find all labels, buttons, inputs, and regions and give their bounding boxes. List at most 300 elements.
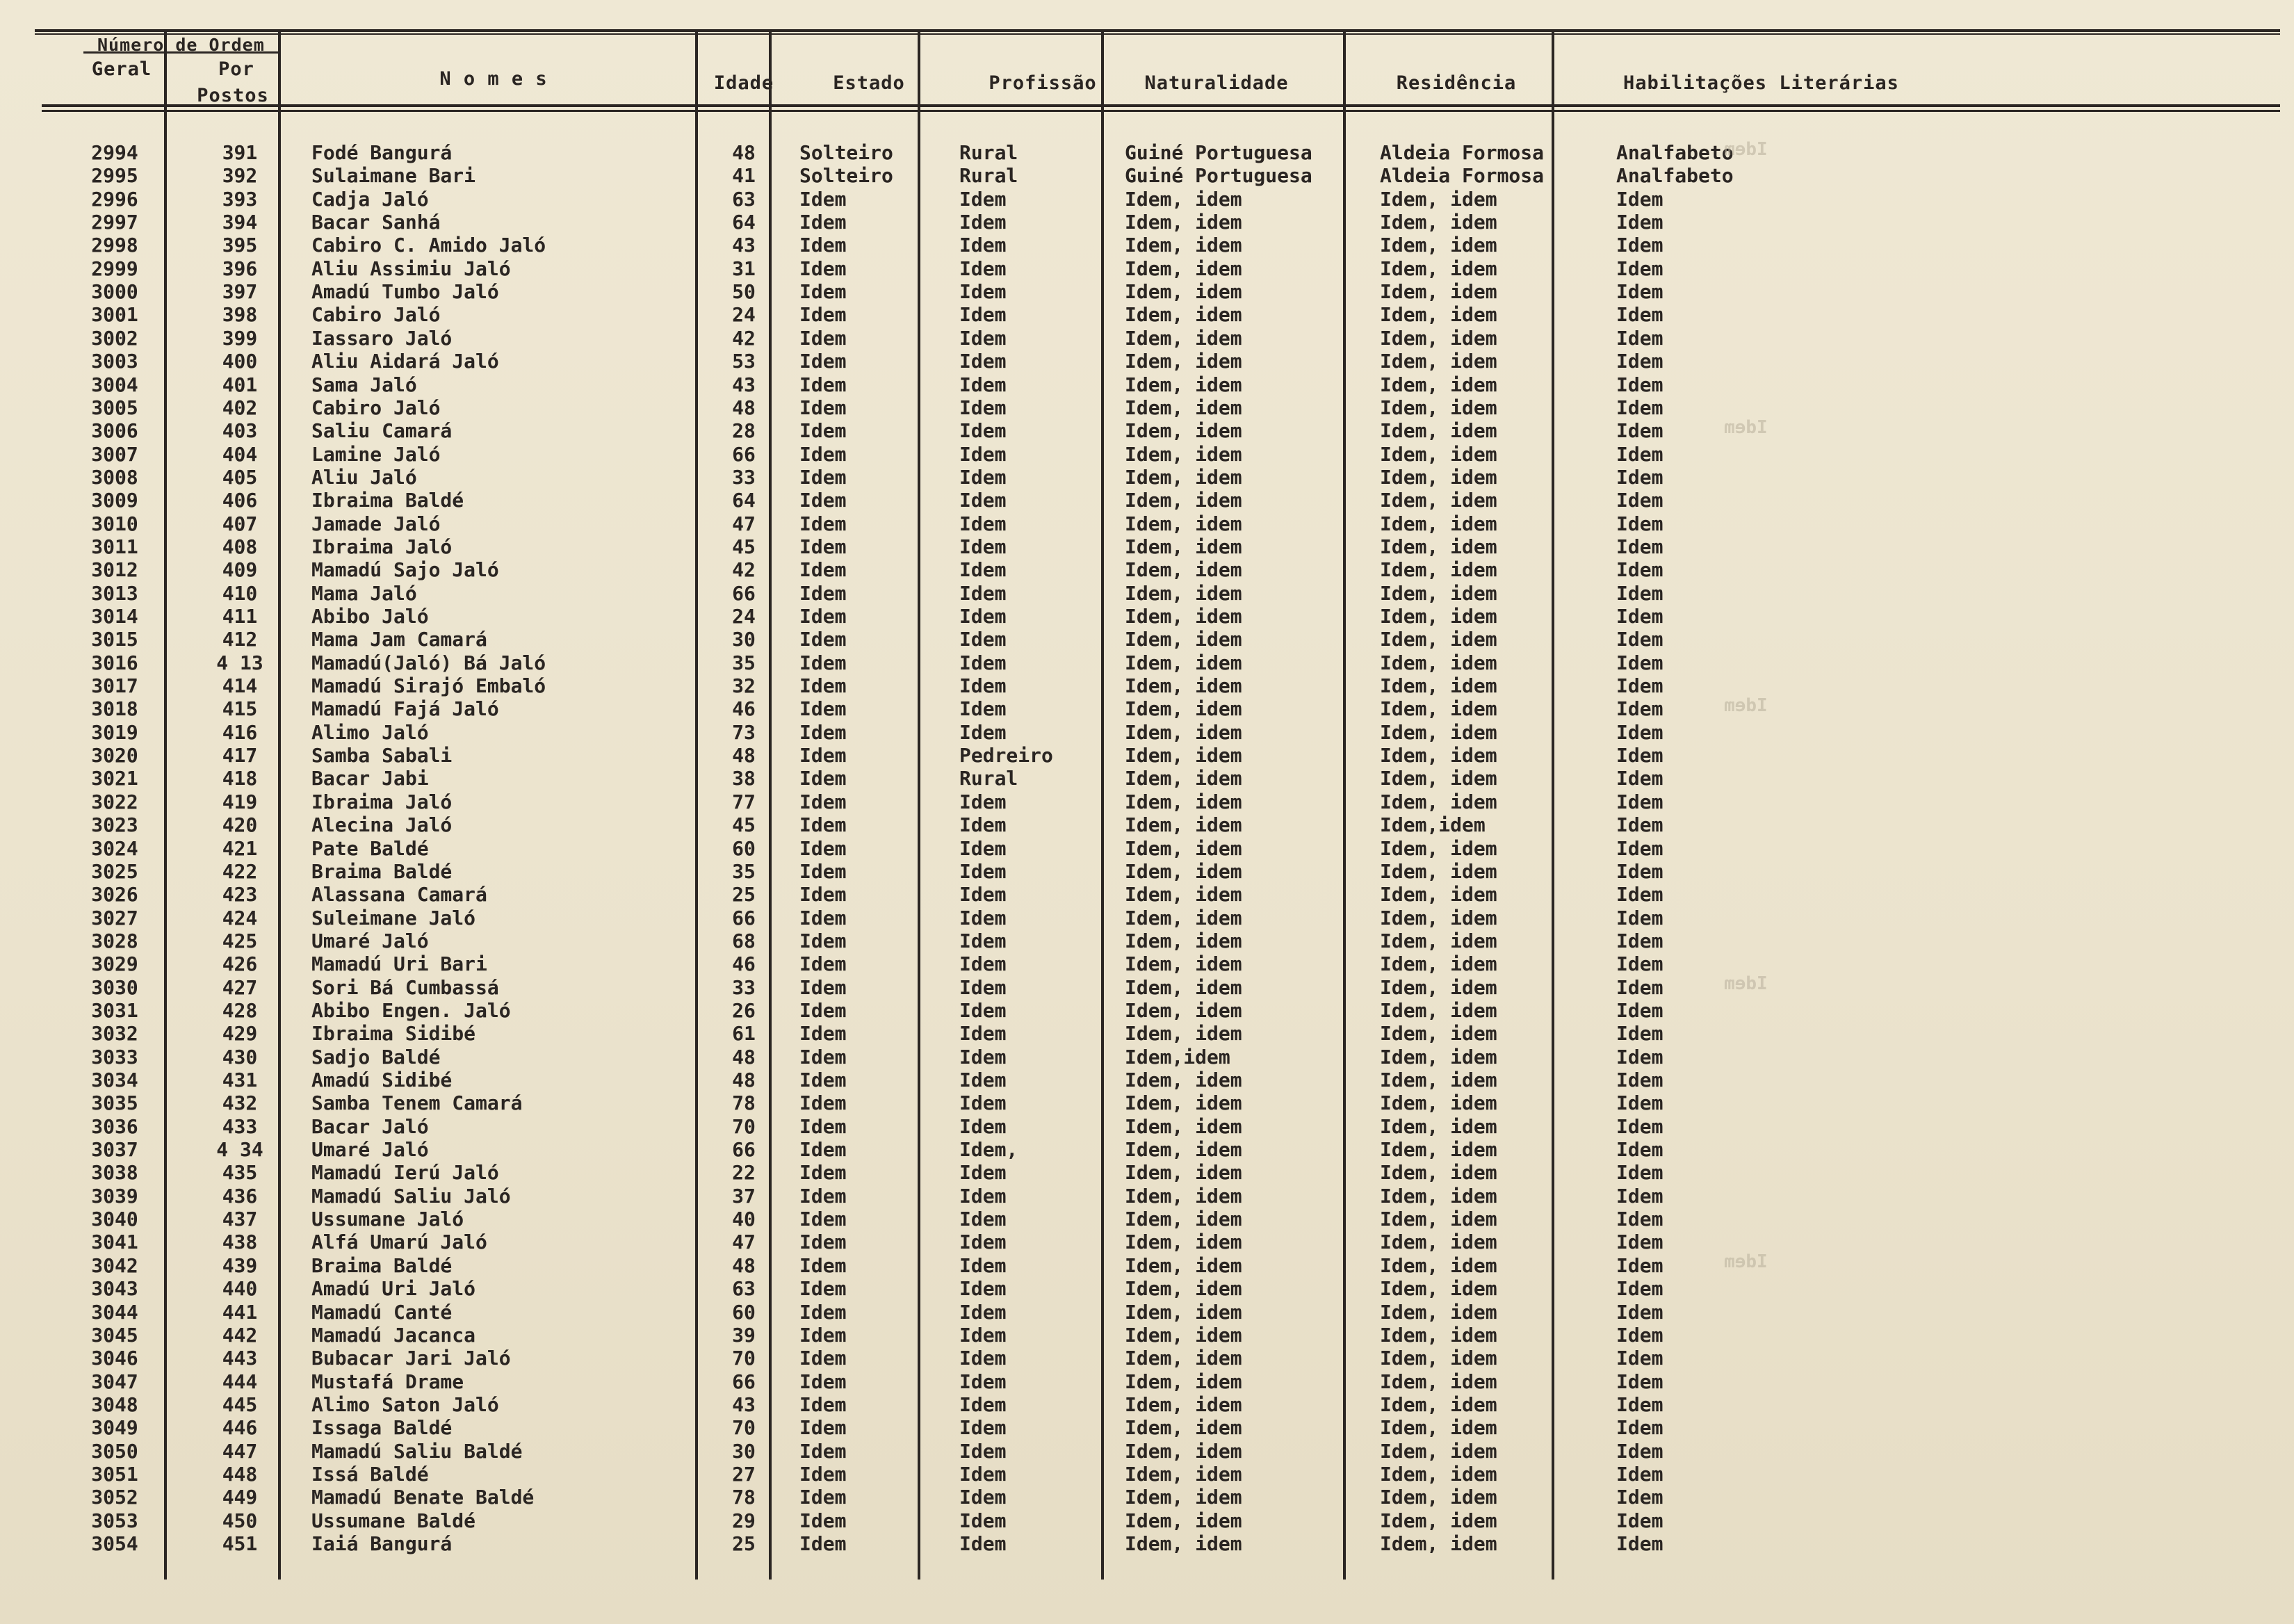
cell-por-postos: 398 bbox=[222, 303, 258, 327]
cell-residencia: Idem, idem bbox=[1380, 1253, 1497, 1277]
cell-habilitacoes: Idem bbox=[1616, 1370, 1663, 1393]
cell-naturalidade: Idem, idem bbox=[1125, 674, 1242, 698]
cell-residencia: Idem, idem bbox=[1380, 767, 1497, 790]
cell-idade: 30 bbox=[732, 628, 756, 651]
cell-profissao: Idem bbox=[959, 1370, 1007, 1393]
cell-estado: Idem bbox=[799, 883, 847, 907]
cell-profissao: Idem bbox=[959, 1231, 1007, 1254]
cell-profissao: Idem bbox=[959, 234, 1007, 257]
cell-idade: 24 bbox=[732, 605, 756, 628]
cell-habilitacoes: Idem bbox=[1616, 1392, 1663, 1416]
cell-nome: Ibraima Jaló bbox=[311, 790, 453, 813]
cell-habilitacoes: Idem bbox=[1616, 744, 1663, 768]
table-row bbox=[0, 952, 2294, 975]
cell-residencia: Idem, idem bbox=[1380, 1347, 1497, 1370]
cell-nome: Sadjo Baldé bbox=[311, 1045, 441, 1069]
cell-profissao: Idem bbox=[959, 1347, 1007, 1370]
cell-habilitacoes: Idem bbox=[1616, 442, 1663, 466]
cell-estado: Idem bbox=[799, 1532, 847, 1555]
cell-habilitacoes: Idem bbox=[1616, 489, 1663, 512]
cell-por-postos: 430 bbox=[222, 1045, 258, 1069]
table-row bbox=[0, 999, 2294, 1022]
cell-profissao: Idem bbox=[959, 465, 1007, 489]
cell-profissao: Rural bbox=[959, 164, 1018, 188]
cell-geral: 3026 bbox=[91, 883, 138, 907]
table-row bbox=[0, 1393, 2294, 1416]
cell-profissao: Idem bbox=[959, 419, 1007, 443]
cell-naturalidade: Idem, idem bbox=[1125, 1069, 1242, 1091]
cell-residencia: Idem, idem bbox=[1380, 396, 1497, 419]
cell-geral: 3045 bbox=[91, 1323, 138, 1347]
header-residencia: Residência bbox=[1396, 72, 1517, 94]
cell-estado: Idem bbox=[799, 1439, 847, 1463]
table-row bbox=[0, 860, 2294, 883]
cell-naturalidade: Idem, idem bbox=[1125, 1416, 1242, 1440]
cell-estado: Idem bbox=[799, 1184, 847, 1208]
cell-naturalidade: Idem, idem bbox=[1125, 465, 1242, 489]
cell-residencia: Idem, idem bbox=[1380, 1045, 1497, 1069]
cell-residencia: Idem, idem bbox=[1380, 1022, 1497, 1046]
cell-por-postos: 443 bbox=[222, 1347, 258, 1370]
cell-idade: 41 bbox=[732, 164, 756, 188]
cell-habilitacoes: Idem bbox=[1616, 1208, 1663, 1231]
cell-geral: 3019 bbox=[91, 720, 138, 744]
cell-naturalidade: Idem, idem bbox=[1125, 1462, 1242, 1486]
cell-geral: 3018 bbox=[91, 697, 138, 721]
cell-naturalidade: Idem, idem bbox=[1125, 187, 1242, 211]
cell-idade: 66 bbox=[732, 581, 756, 605]
cell-idade: 48 bbox=[732, 744, 756, 768]
cell-idade: 47 bbox=[732, 1231, 756, 1254]
cell-geral: 2999 bbox=[91, 257, 138, 280]
cell-nome: Issaga Baldé bbox=[311, 1416, 453, 1440]
cell-nome: Mamadú Sajo Jaló bbox=[311, 558, 499, 582]
cell-nome: Bacar Jabi bbox=[311, 767, 429, 790]
cell-nome: Pate Baldé bbox=[311, 836, 429, 860]
cell-habilitacoes: Idem bbox=[1616, 1091, 1663, 1115]
cell-profissao: Idem bbox=[959, 628, 1007, 651]
cell-idade: 33 bbox=[732, 465, 756, 489]
cell-geral: 3028 bbox=[91, 929, 138, 952]
cell-profissao: Idem bbox=[959, 1323, 1007, 1347]
cell-estado: Idem bbox=[799, 1370, 847, 1393]
cell-residencia: Idem, idem bbox=[1380, 465, 1497, 489]
cell-por-postos: 412 bbox=[222, 628, 258, 651]
cell-naturalidade: Idem, idem bbox=[1125, 1532, 1242, 1555]
cell-estado: Idem bbox=[799, 952, 847, 976]
cell-idade: 38 bbox=[732, 767, 756, 790]
table-row bbox=[0, 512, 2294, 535]
cell-geral: 3032 bbox=[91, 1022, 138, 1046]
cell-por-postos: 441 bbox=[222, 1300, 258, 1324]
cell-profissao: Idem bbox=[959, 1208, 1007, 1231]
cell-idade: 47 bbox=[732, 512, 756, 535]
cell-estado: Idem bbox=[799, 1323, 847, 1347]
cell-por-postos: 429 bbox=[222, 1022, 258, 1046]
cell-habilitacoes: Idem bbox=[1616, 1161, 1663, 1185]
cell-habilitacoes: Idem bbox=[1616, 1347, 1663, 1370]
cell-residencia: Idem, idem bbox=[1380, 1138, 1497, 1162]
cell-residencia: Idem, idem bbox=[1380, 1532, 1497, 1555]
header-bottom-rule-second bbox=[42, 110, 2280, 112]
table-row bbox=[0, 419, 2294, 442]
cell-por-postos: 410 bbox=[222, 581, 258, 605]
cell-nome: Alimo Jaló bbox=[311, 720, 429, 744]
table-row bbox=[0, 1324, 2294, 1347]
cell-nome: Amadú Sidibé bbox=[311, 1069, 453, 1091]
cell-nome: Umaré Jaló bbox=[311, 929, 429, 952]
cell-por-postos: 419 bbox=[222, 790, 258, 813]
cell-idade: 73 bbox=[732, 720, 756, 744]
cell-residencia: Idem, idem bbox=[1380, 1208, 1497, 1231]
cell-estado: Idem bbox=[799, 790, 847, 813]
cell-geral: 3014 bbox=[91, 605, 138, 628]
cell-residencia: Idem, idem bbox=[1380, 1509, 1497, 1532]
cell-residencia: Idem, idem bbox=[1380, 883, 1497, 907]
cell-idade: 28 bbox=[732, 419, 756, 443]
cell-habilitacoes: Idem bbox=[1616, 697, 1663, 721]
cell-profissao: Idem bbox=[959, 211, 1007, 234]
cell-residencia: Idem, idem bbox=[1380, 1439, 1497, 1463]
cell-por-postos: 409 bbox=[222, 558, 258, 582]
cell-idade: 35 bbox=[732, 859, 756, 883]
cell-nome: Ussumane Baldé bbox=[311, 1509, 476, 1532]
cell-nome: Amadú Tumbo Jaló bbox=[311, 280, 499, 304]
cell-geral: 3047 bbox=[91, 1370, 138, 1393]
cell-habilitacoes: Idem bbox=[1616, 1069, 1663, 1091]
table-row bbox=[0, 1463, 2294, 1486]
cell-geral: 3016 bbox=[91, 651, 138, 674]
cell-estado: Idem bbox=[799, 720, 847, 744]
cell-estado: Idem bbox=[799, 326, 847, 350]
cell-estado: Idem bbox=[799, 581, 847, 605]
cell-nome: Bubacar Jari Jaló bbox=[311, 1347, 511, 1370]
cell-nome: Ibraima Jaló bbox=[311, 535, 453, 558]
cell-residencia: Idem, idem bbox=[1380, 1091, 1497, 1115]
cell-naturalidade: Idem, idem bbox=[1125, 1300, 1242, 1324]
header-numero-de-ordem: Número de Ordem bbox=[97, 35, 265, 55]
cell-por-postos: 442 bbox=[222, 1323, 258, 1347]
cell-naturalidade: Idem, idem bbox=[1125, 373, 1242, 396]
table-row bbox=[0, 141, 2294, 164]
cell-habilitacoes: Idem bbox=[1616, 1114, 1663, 1138]
cell-estado: Idem bbox=[799, 651, 847, 674]
cell-por-postos: 396 bbox=[222, 257, 258, 280]
cell-profissao: Idem bbox=[959, 303, 1007, 327]
cell-estado: Idem bbox=[799, 1091, 847, 1115]
cell-por-postos: 440 bbox=[222, 1277, 258, 1301]
cell-estado: Idem bbox=[799, 234, 847, 257]
cell-profissao: Idem bbox=[959, 442, 1007, 466]
cell-geral: 3029 bbox=[91, 952, 138, 976]
cell-por-postos: 393 bbox=[222, 187, 258, 211]
cell-habilitacoes: Idem bbox=[1616, 674, 1663, 698]
cell-residencia: Idem, idem bbox=[1380, 535, 1497, 558]
cell-nome: Alfá Umarú Jaló bbox=[311, 1231, 487, 1254]
cell-idade: 53 bbox=[732, 350, 756, 373]
cell-nome: Sama Jaló bbox=[311, 373, 417, 396]
cell-habilitacoes: Idem bbox=[1616, 1184, 1663, 1208]
cell-habilitacoes: Idem bbox=[1616, 257, 1663, 280]
cell-habilitacoes: Idem bbox=[1616, 1486, 1663, 1509]
cell-naturalidade: Idem, idem bbox=[1125, 326, 1242, 350]
cell-por-postos: 401 bbox=[222, 373, 258, 396]
cell-geral: 3010 bbox=[91, 512, 138, 535]
cell-nome: Bacar Jaló bbox=[311, 1114, 429, 1138]
cell-estado: Idem bbox=[799, 813, 847, 837]
cell-por-postos: 406 bbox=[222, 489, 258, 512]
table-row bbox=[0, 929, 2294, 952]
cell-nome: Cabiro Jaló bbox=[311, 303, 441, 327]
cell-nome: Aliu Assimiu Jaló bbox=[311, 257, 511, 280]
cell-nome: Iaiá Bangurá bbox=[311, 1532, 453, 1555]
cell-residencia: Idem, idem bbox=[1380, 373, 1497, 396]
cell-habilitacoes: Idem bbox=[1616, 1138, 1663, 1162]
table-row bbox=[0, 303, 2294, 326]
cell-habilitacoes: Idem bbox=[1616, 1462, 1663, 1486]
cell-nome: Mamadú Saliu Baldé bbox=[311, 1439, 523, 1463]
cell-nome: Cabiro C. Amido Jaló bbox=[311, 234, 546, 257]
cell-por-postos: 394 bbox=[222, 211, 258, 234]
cell-profissao: Idem bbox=[959, 1161, 1007, 1185]
cell-geral: 3004 bbox=[91, 373, 138, 396]
cell-idade: 43 bbox=[732, 1392, 756, 1416]
cell-por-postos: 402 bbox=[222, 396, 258, 419]
cell-estado: Idem bbox=[799, 1509, 847, 1532]
cell-profissao: Idem bbox=[959, 535, 1007, 558]
cell-geral: 3020 bbox=[91, 744, 138, 768]
cell-geral: 3002 bbox=[91, 326, 138, 350]
cell-idade: 63 bbox=[732, 1277, 756, 1301]
header-bottom-rule bbox=[42, 104, 2280, 107]
cell-naturalidade: Idem, idem bbox=[1125, 859, 1242, 883]
cell-habilitacoes: Idem bbox=[1616, 234, 1663, 257]
cell-nome: Bacar Sanhá bbox=[311, 211, 441, 234]
table-row bbox=[0, 1185, 2294, 1208]
cell-residencia: Idem, idem bbox=[1380, 1323, 1497, 1347]
cell-residencia: Idem, idem bbox=[1380, 280, 1497, 304]
table-row bbox=[0, 1440, 2294, 1463]
cell-profissao: Idem bbox=[959, 581, 1007, 605]
cell-nome: Mamadú Fajá Jaló bbox=[311, 697, 499, 721]
cell-naturalidade: Idem, idem bbox=[1125, 628, 1242, 651]
cell-residencia: Idem, idem bbox=[1380, 257, 1497, 280]
cell-residencia: Idem, idem bbox=[1380, 512, 1497, 535]
cell-por-postos: 448 bbox=[222, 1462, 258, 1486]
cell-por-postos: 435 bbox=[222, 1161, 258, 1185]
cell-residencia: Idem, idem bbox=[1380, 1486, 1497, 1509]
cell-por-postos: 404 bbox=[222, 442, 258, 466]
cell-residencia: Idem, idem bbox=[1380, 234, 1497, 257]
cell-por-postos: 416 bbox=[222, 720, 258, 744]
cell-idade: 46 bbox=[732, 697, 756, 721]
cell-residencia: Idem, idem bbox=[1380, 697, 1497, 721]
cell-residencia: Idem, idem bbox=[1380, 581, 1497, 605]
cell-estado: Idem bbox=[799, 1231, 847, 1254]
cell-nome: Mama Jam Camará bbox=[311, 628, 487, 651]
cell-geral: 3042 bbox=[91, 1253, 138, 1277]
cell-profissao: Pedreiro bbox=[959, 744, 1053, 768]
cell-geral: 3009 bbox=[91, 489, 138, 512]
cell-profissao: Idem bbox=[959, 1022, 1007, 1046]
cell-por-postos: 426 bbox=[222, 952, 258, 976]
cell-geral: 3037 bbox=[91, 1138, 138, 1162]
table-row bbox=[0, 1416, 2294, 1439]
cell-residencia: Idem, idem bbox=[1380, 1300, 1497, 1324]
cell-geral: 3035 bbox=[91, 1091, 138, 1115]
cell-nome: Mustafá Drame bbox=[311, 1370, 464, 1393]
table-row bbox=[0, 605, 2294, 628]
table-row bbox=[0, 1208, 2294, 1231]
cell-residencia: Idem, idem bbox=[1380, 187, 1497, 211]
table-row bbox=[0, 1138, 2294, 1161]
cell-idade: 70 bbox=[732, 1114, 756, 1138]
table-row bbox=[0, 907, 2294, 929]
cell-naturalidade: Idem, idem bbox=[1125, 257, 1242, 280]
table-row bbox=[0, 651, 2294, 674]
cell-residencia: Idem, idem bbox=[1380, 1184, 1497, 1208]
cell-profissao: Idem bbox=[959, 280, 1007, 304]
cell-por-postos: 405 bbox=[222, 465, 258, 489]
cell-geral: 3005 bbox=[91, 396, 138, 419]
header-profissao: Profissão bbox=[989, 72, 1097, 94]
cell-naturalidade: Idem, idem bbox=[1125, 836, 1242, 860]
cell-residencia: Idem, idem bbox=[1380, 1392, 1497, 1416]
cell-nome: Aliu Aidará Jaló bbox=[311, 350, 499, 373]
cell-naturalidade: Idem, idem bbox=[1125, 1253, 1242, 1277]
cell-habilitacoes: Idem bbox=[1616, 1439, 1663, 1463]
cell-por-postos: 411 bbox=[222, 605, 258, 628]
cell-residencia: Aldeia Formosa bbox=[1380, 164, 1545, 188]
cell-habilitacoes: Idem bbox=[1616, 1253, 1663, 1277]
cell-profissao: Idem bbox=[959, 697, 1007, 721]
cell-idade: 40 bbox=[732, 1208, 756, 1231]
cell-naturalidade: Idem, idem bbox=[1125, 952, 1242, 976]
cell-estado: Idem bbox=[799, 489, 847, 512]
cell-por-postos: 450 bbox=[222, 1509, 258, 1532]
cell-estado: Idem bbox=[799, 1208, 847, 1231]
cell-estado: Idem bbox=[799, 859, 847, 883]
cell-residencia: Idem, idem bbox=[1380, 442, 1497, 466]
cell-profissao: Idem bbox=[959, 1069, 1007, 1091]
cell-habilitacoes: Idem bbox=[1616, 906, 1663, 929]
table-row bbox=[0, 1347, 2294, 1370]
cell-profissao: Idem bbox=[959, 998, 1007, 1022]
cell-habilitacoes: Idem bbox=[1616, 512, 1663, 535]
cell-habilitacoes: Idem bbox=[1616, 535, 1663, 558]
cell-residencia: Idem, idem bbox=[1380, 350, 1497, 373]
cell-por-postos: 408 bbox=[222, 535, 258, 558]
cell-geral: 2998 bbox=[91, 234, 138, 257]
cell-por-postos: 421 bbox=[222, 836, 258, 860]
cell-por-postos: 397 bbox=[222, 280, 258, 304]
top-rule bbox=[35, 29, 2280, 32]
cell-naturalidade: Idem, idem bbox=[1125, 1347, 1242, 1370]
cell-geral: 3006 bbox=[91, 419, 138, 443]
cell-estado: Idem bbox=[799, 1114, 847, 1138]
table-row bbox=[0, 373, 2294, 396]
cell-habilitacoes: Idem bbox=[1616, 952, 1663, 976]
cell-por-postos: 446 bbox=[222, 1416, 258, 1440]
table-row bbox=[0, 813, 2294, 836]
cell-idade: 48 bbox=[732, 1045, 756, 1069]
cell-idade: 60 bbox=[732, 836, 756, 860]
cell-residencia: Idem, idem bbox=[1380, 558, 1497, 582]
cell-habilitacoes: Idem bbox=[1616, 211, 1663, 234]
cell-habilitacoes: Idem bbox=[1616, 396, 1663, 419]
cell-profissao: Idem bbox=[959, 1277, 1007, 1301]
table-row bbox=[0, 1370, 2294, 1393]
cell-estado: Idem bbox=[799, 350, 847, 373]
cell-nome: Mamadú Ierú Jaló bbox=[311, 1161, 499, 1185]
cell-profissao: Idem bbox=[959, 187, 1007, 211]
header-estado: Estado bbox=[833, 72, 905, 94]
cell-residencia: Idem, idem bbox=[1380, 998, 1497, 1022]
cell-naturalidade: Idem, idem bbox=[1125, 790, 1242, 813]
cell-geral: 3012 bbox=[91, 558, 138, 582]
cell-naturalidade: Idem, idem bbox=[1125, 1138, 1242, 1162]
cell-por-postos: 445 bbox=[222, 1392, 258, 1416]
table-row bbox=[0, 1509, 2294, 1532]
cell-residencia: Idem, idem bbox=[1380, 859, 1497, 883]
cell-geral: 3050 bbox=[91, 1439, 138, 1463]
cell-naturalidade: Idem, idem bbox=[1125, 1231, 1242, 1254]
cell-residencia: Idem, idem bbox=[1380, 326, 1497, 350]
cell-nome: Aliu Jaló bbox=[311, 465, 417, 489]
cell-habilitacoes: Idem bbox=[1616, 628, 1663, 651]
cell-geral: 3013 bbox=[91, 581, 138, 605]
cell-geral: 3044 bbox=[91, 1300, 138, 1324]
cell-habilitacoes: Analfabeto bbox=[1616, 141, 1734, 164]
cell-idade: 70 bbox=[732, 1347, 756, 1370]
cell-por-postos: 444 bbox=[222, 1370, 258, 1393]
cell-residencia: Idem, idem bbox=[1380, 790, 1497, 813]
cell-idade: 39 bbox=[732, 1323, 756, 1347]
cell-idade: 64 bbox=[732, 211, 756, 234]
table-row bbox=[0, 1046, 2294, 1069]
cell-nome: Mama Jaló bbox=[311, 581, 417, 605]
cell-nome: Fodé Bangurá bbox=[311, 141, 453, 164]
cell-profissao: Idem bbox=[959, 790, 1007, 813]
cell-por-postos: 4 34 bbox=[216, 1138, 263, 1162]
cell-nome: Iassaro Jaló bbox=[311, 326, 453, 350]
cell-naturalidade: Guiné Portuguesa bbox=[1125, 164, 1312, 188]
cell-idade: 66 bbox=[732, 1370, 756, 1393]
cell-habilitacoes: Idem bbox=[1616, 1045, 1663, 1069]
cell-habilitacoes: Idem bbox=[1616, 326, 1663, 350]
cell-nome: Lamine Jaló bbox=[311, 442, 441, 466]
cell-estado: Idem bbox=[799, 1462, 847, 1486]
cell-naturalidade: Idem, idem bbox=[1125, 396, 1242, 419]
cell-naturalidade: Idem, idem bbox=[1125, 1370, 1242, 1393]
cell-idade: 61 bbox=[732, 1022, 756, 1046]
cell-estado: Idem bbox=[799, 929, 847, 952]
cell-idade: 27 bbox=[732, 1462, 756, 1486]
cell-por-postos: 395 bbox=[222, 234, 258, 257]
cell-residencia: Idem, idem bbox=[1380, 1277, 1497, 1301]
cell-idade: 66 bbox=[732, 1138, 756, 1162]
cell-geral: 2996 bbox=[91, 187, 138, 211]
cell-idade: 29 bbox=[732, 1509, 756, 1532]
cell-profissao: Idem bbox=[959, 651, 1007, 674]
cell-residencia: Idem, idem bbox=[1380, 628, 1497, 651]
cell-naturalidade: Idem, idem bbox=[1125, 929, 1242, 952]
cell-profissao: Idem bbox=[959, 489, 1007, 512]
cell-habilitacoes: Idem bbox=[1616, 1323, 1663, 1347]
cell-nome: Cadja Jaló bbox=[311, 187, 429, 211]
cell-naturalidade: Idem, idem bbox=[1125, 1022, 1242, 1046]
cell-estado: Idem bbox=[799, 1045, 847, 1069]
